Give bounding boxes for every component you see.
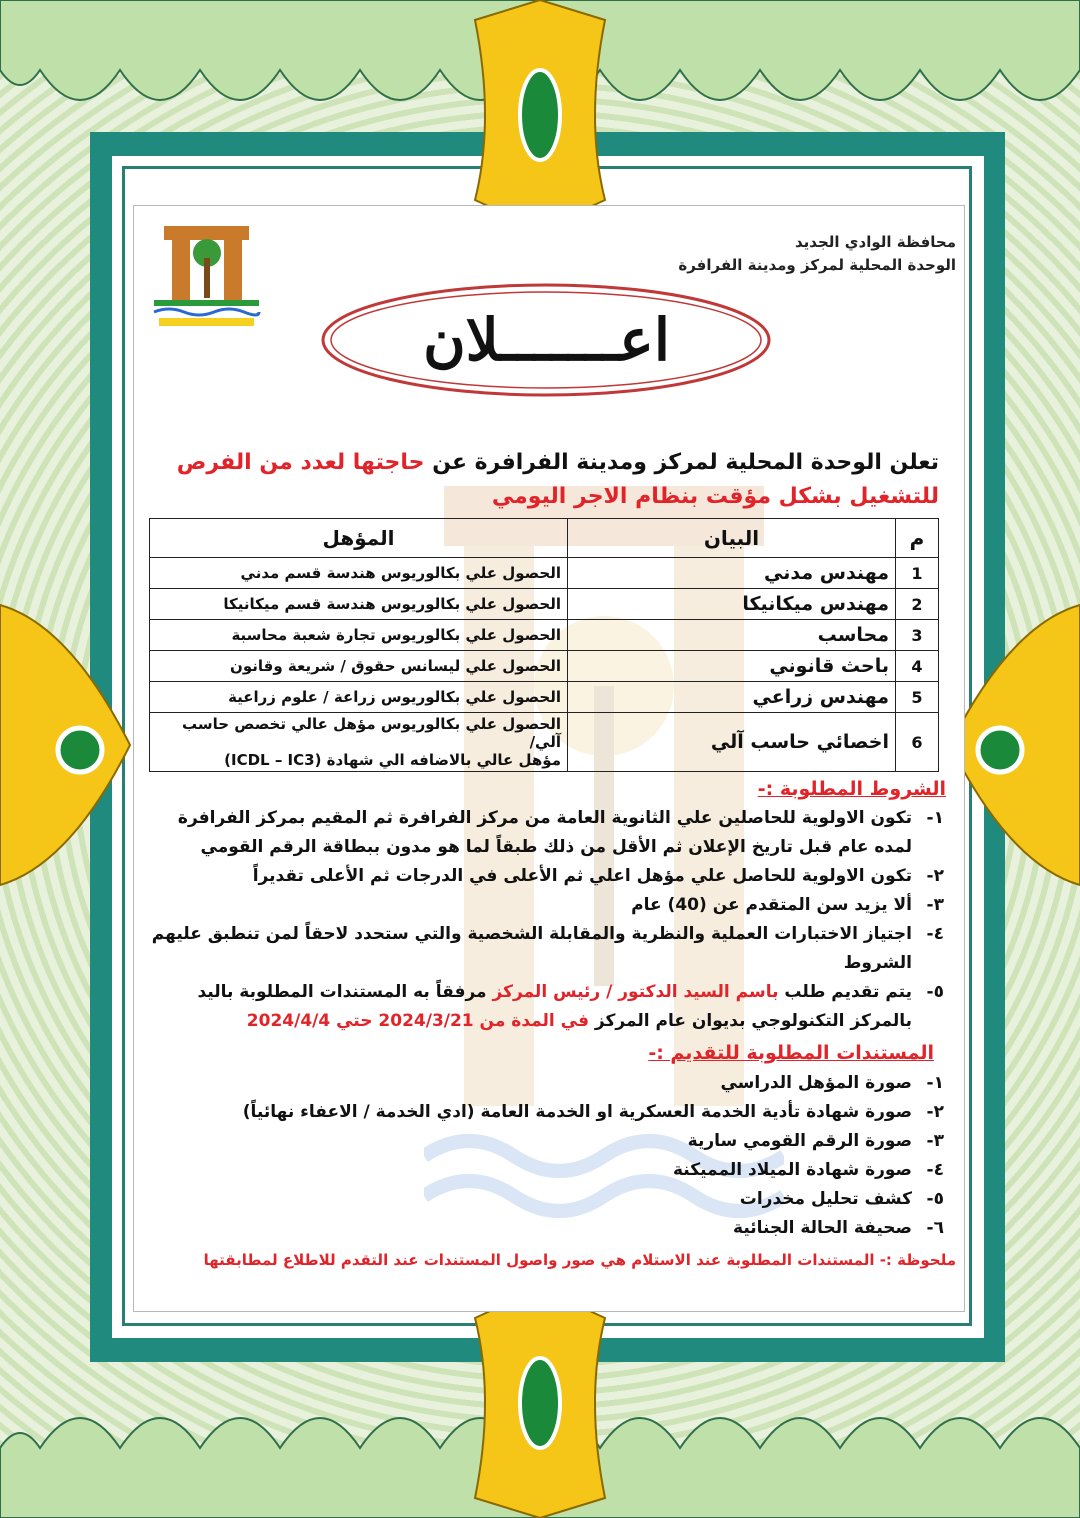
header-job: البيان <box>568 519 896 558</box>
item-number: ٣- <box>926 895 944 915</box>
table-row <box>150 558 939 589</box>
item-text: تكون الاولوية للحاصل علي مؤهل اعلي ثم الأعلى في الدرجات ثم الأعلى تقديراً <box>252 866 912 886</box>
item-number: ١- <box>926 808 944 828</box>
item-number: ٣- <box>926 1131 944 1151</box>
row-qual <box>150 713 568 772</box>
row-num: 1 <box>896 558 939 589</box>
item-number: ١- <box>926 1073 944 1093</box>
row-num: 5 <box>896 682 939 713</box>
item-text: تكون الاولوية للحاصلين علي الثانوية العامة من مركز الفرافرة ثم المقيم بمركز الفرافرة لمده عام قبل تاريخ الإعلان ثم الأقل من ذلك طبقاً لما هو مدون ببطاقة الرقم القومي <box>177 808 912 857</box>
list-item <box>142 978 944 1036</box>
conditions-title: الشروط المطلوبة :- <box>757 778 946 800</box>
jobs-table <box>149 518 939 772</box>
footer-note: ملحوظة :- المستندات المطلوبة عند الاستلام هي صور واصول المستندات عند التقدم للاطلاع لمطابقتها <box>203 1251 956 1269</box>
row-qual: الحصول علي ليسانس حقوق / شريعة وقانون <box>150 651 568 682</box>
list-item <box>142 1185 944 1214</box>
item-number: ٥- <box>926 982 944 1002</box>
item-text: اجتياز الاختبارات العملية والنظرية والمقابلة الشخصية والتي ستحدد لاحقاً لمن تنطبق عليهم الشروط <box>151 924 912 973</box>
item5-part-b: باسم السيد الدكتور / رئيس المركز <box>492 982 779 1002</box>
row-job: محاسب <box>568 620 896 651</box>
table-row <box>150 682 939 713</box>
item5-part-a: يتم تقديم طلب <box>778 982 912 1002</box>
documents-title: المستندات المطلوبة للتقديم :- <box>648 1042 934 1064</box>
announcement-content <box>133 205 965 1312</box>
item5-start-date: 2024/3/21 <box>378 1011 474 1031</box>
table-row <box>150 620 939 651</box>
list-item <box>142 1127 944 1156</box>
row-qual: الحصول علي بكالوريوس تجارة شعبة محاسبة <box>150 620 568 651</box>
table-row <box>150 713 939 772</box>
list-item <box>142 862 944 891</box>
conditions-list <box>142 804 944 1036</box>
item-text: صورة شهادة الميلاد المميكنة <box>672 1160 912 1180</box>
local-unit-name: الوحدة المحلية لمركز ومدينة الفرافرة <box>678 256 956 274</box>
intro-line2: للتشغيل بشكل مؤقت بنظام الاجر اليومي <box>491 484 939 509</box>
item-number: ٢- <box>926 866 944 886</box>
table-row <box>150 651 939 682</box>
item-number: ٦- <box>926 1218 944 1238</box>
item5-end-date: 2024/4/4 <box>246 1011 331 1031</box>
row-job: مهندس زراعي <box>568 682 896 713</box>
row-qual-line1: الحصول علي بكالوريوس مؤهل عالي تخصص حاسب آلي/ <box>182 715 561 751</box>
item-text: كشف تحليل مخدرات <box>739 1189 912 1209</box>
gold-ornament-bottom-icon <box>455 1288 625 1518</box>
list-item <box>142 1069 944 1098</box>
list-item <box>142 804 944 862</box>
header-qual: المؤهل <box>150 519 568 558</box>
row-qual: الحصول علي بكالوريوس هندسة قسم ميكانيكا <box>150 589 568 620</box>
row-qual: الحصول علي بكالوريوس زراعة / علوم زراعية <box>150 682 568 713</box>
row-num: 6 <box>896 713 939 772</box>
row-qual: الحصول علي بكالوريوس هندسة قسم مدني <box>150 558 568 589</box>
intro-part2: حاجتها لعدد من الفرص <box>176 450 425 475</box>
item5-part-f: حتي <box>330 1011 379 1031</box>
header-num: م <box>896 519 939 558</box>
row-qual-line2: مؤهل عالي بالاضافه الي شهادة (ICDL – IC3) <box>224 751 561 769</box>
item-text: صحيفة الحالة الجنائية <box>733 1218 912 1238</box>
row-job: اخصائي حاسب آلي <box>568 713 896 772</box>
governorate-logo-icon <box>144 218 269 328</box>
gold-ornament-left-icon <box>0 585 135 905</box>
intro-part1: تعلن الوحدة المحلية لمركز ومدينة الفرافرة عن <box>424 450 939 475</box>
table-row <box>150 589 939 620</box>
gold-ornament-right-icon <box>945 585 1080 905</box>
intro-text <box>169 446 939 514</box>
list-item <box>142 891 944 920</box>
item-number: ٤- <box>926 924 944 944</box>
announcement-title: اعـــــــلان <box>423 306 670 374</box>
item-number: ٥- <box>926 1189 944 1209</box>
item-number: ٢- <box>926 1102 944 1122</box>
item-text: صورة المؤهل الدراسي <box>720 1073 912 1093</box>
item-number: ٤- <box>926 1160 944 1180</box>
documents-list <box>142 1069 944 1243</box>
item-text: صورة شهادة تأدية الخدمة العسكرية او الخدمة العامة (ادي الخدمة / الاعفاء نهائياً) <box>242 1102 912 1122</box>
row-num: 3 <box>896 620 939 651</box>
list-item <box>142 1098 944 1127</box>
item5-part-c: مرفقاً به المستندات المطلوبة باليد بالمركز التكنولوجي بديوان عام المركز <box>197 982 912 1031</box>
row-job: باحث قانوني <box>568 651 896 682</box>
governorate-name: محافظة الوادي الجديد <box>794 233 956 251</box>
row-num: 4 <box>896 651 939 682</box>
item-text: صورة الرقم القومي سارية <box>687 1131 912 1151</box>
header-organization <box>678 231 956 277</box>
item5-part-d: في المدة من <box>473 1011 590 1031</box>
item-text: ألا يزيد سن المتقدم عن (40) عام <box>631 895 912 915</box>
table-header-row <box>150 519 939 558</box>
list-item <box>142 920 944 978</box>
row-num: 2 <box>896 589 939 620</box>
row-job: مهندس ميكانيكا <box>568 589 896 620</box>
row-job: مهندس مدني <box>568 558 896 589</box>
gold-ornament-top-icon <box>455 0 625 230</box>
list-item <box>142 1156 944 1185</box>
list-item <box>142 1214 944 1243</box>
